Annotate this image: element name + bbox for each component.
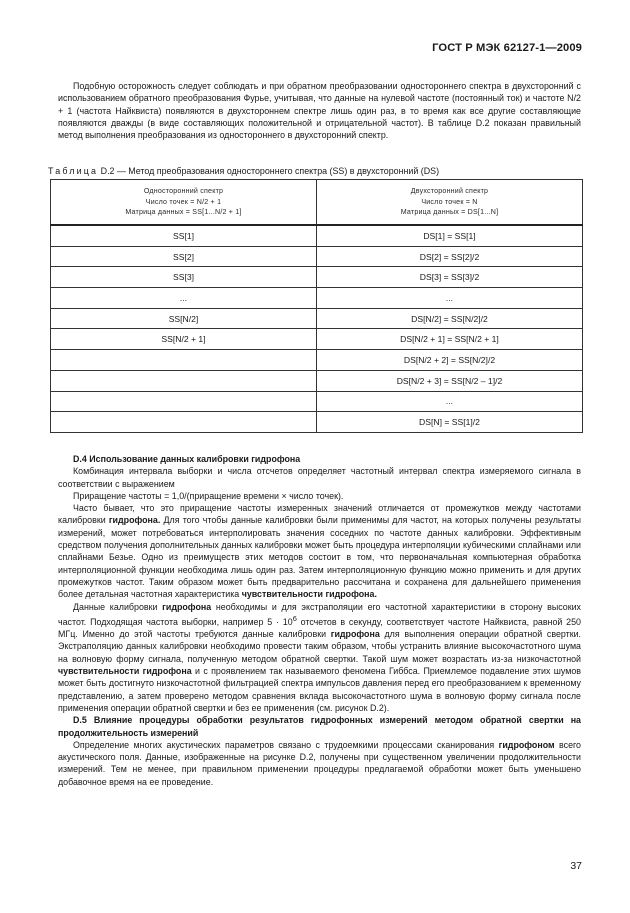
- table-row: [51, 308, 583, 329]
- table-row: [51, 246, 583, 267]
- sections-block: [58, 453, 581, 788]
- table-row: [51, 329, 583, 350]
- ss-cell: [51, 391, 317, 412]
- text-run: Часто бывает, что это приращение частоты измеренных значений отличается от промежутков между частотами калибровки: [58, 503, 581, 526]
- ss-cell: SS[3]: [51, 267, 317, 288]
- ds-cell: DS[2] = SS[2]/2: [317, 246, 583, 267]
- header-left-line: Число точек = N/2 + 1: [145, 197, 222, 206]
- text-run: Определение многих акустических параметров связано с трудоемкими процессами сканирования: [73, 739, 499, 750]
- ss-cell: SS[N/2 + 1]: [51, 329, 317, 350]
- table-caption-label: Таблица: [48, 166, 99, 176]
- header-right-line: Двухсторонний спектр: [410, 187, 489, 196]
- section-d4-paragraph-1: Комбинация интервала выборки и числа отсчетов определяет частотный интервал спектра измеряемого сигнала в соответствии с выражением: [58, 466, 581, 489]
- text-run: и с проявлением так называемого феномена Гиббса. Приемлемое подавление этих шумов может быть достигнуто низкочастотной фильтрацией спектра импульсов давления перед его преобразованием к временному представлению, а затем проверено методом сравнения вклада высокочастотного шума в волновую форму сигнала после применения операции обратной свертки и без ее применения (см. рисунок D.2).: [58, 666, 582, 713]
- ds-cell: DS[N/2 + 1] = SS[N/2 + 1]: [317, 329, 583, 350]
- bold-term: гидрофона: [162, 601, 212, 612]
- ss-cell: [51, 412, 317, 433]
- section-d4-paragraph-3: [58, 601, 581, 715]
- ss-cell: SS[N/2]: [51, 308, 317, 329]
- bold-term: чувствительности гидрофона: [58, 666, 192, 677]
- ds-cell: DS[N/2 + 2] = SS[N/2]/2: [317, 350, 583, 371]
- ds-cell: DS[N/2 + 3] = SS[N/2 – 1]/2: [317, 370, 583, 391]
- ds-cell: DS[N/2] = SS[N/2]/2: [317, 308, 583, 329]
- table-row: [51, 412, 583, 433]
- text-run: для выполнения операции обратной свертки. Экстраполяцию данных калибровки необходимо провести таким образом, чтобы устранить влияние высокочастотного шума на волновую форму сигнала, полученную методом обратной свертки. Такой шум может возрастать из-за низкочастотной: [58, 629, 581, 664]
- text-run: Данные калибровки: [73, 601, 163, 612]
- ds-cell: DS[N] = SS[1]/2: [317, 412, 583, 433]
- header-left-line: Односторонний спектр: [143, 187, 224, 196]
- section-d5-paragraph-1: [58, 739, 581, 788]
- intro-paragraph: Подобную осторожность следует соблюдать и при обратном преобразовании одностороннего спектра в двухсторонний с использованием обратного преобразования Фурье, учитывая, что данные на нулевой частоте (постоянный ток) и частоте N/2 + 1 (частота Найквиста) появляются в двухстороннем спектре лишь один раз, в то время как все другие составляющие появляются дважды (в виде составляющих положительной и отрицательной частот). В таблице D.2 показан правильный метод выполнения преобразования из одностороннего в двухсторонний спектр.: [58, 81, 581, 141]
- table-row: [51, 288, 583, 309]
- ss-cell: [51, 370, 317, 391]
- table-row: [51, 391, 583, 412]
- ds-cell: ...: [317, 288, 583, 309]
- section-d5-heading: D.5 Влияние процедуры обработки результатов гидрофонных измерений методом обратной свертки на продолжительность измерений: [58, 715, 581, 738]
- header-right-line: Число точек = N: [421, 197, 478, 206]
- bold-term: гидрофона.: [108, 515, 161, 526]
- header-right: [317, 180, 583, 226]
- header-left-line: Матрица данных = SS[1...N/2 + 1]: [125, 208, 242, 217]
- bold-term: гидрофона: [330, 629, 380, 640]
- ss-cell: SS[1]: [51, 225, 317, 246]
- table-row: [51, 370, 583, 391]
- ds-cell: ...: [317, 391, 583, 412]
- bold-term: чувствительности гидрофона.: [241, 589, 377, 600]
- text-run: всего акустического поля. Данные, изображенные на рисунке D.2, получены при существенном увеличении продолжительности измерений. Тем не менее, при правильном применении процедуры предлагаемой обработки может быть уменьшено добавочное время на ее проведение.: [58, 739, 581, 787]
- text-run: отсчетов в секунду, соответствует частоте Найквиста, равной 250 МГц. Именно до этой частоты требуются данные калибровки: [58, 616, 581, 640]
- table-row: [51, 225, 583, 246]
- text-run: необходимы и для экстраполяции его частотной характеристики в сторону высоких частот. Подходящая частота выборки, например 5 · 10: [58, 601, 581, 627]
- table-header-row: [51, 180, 583, 226]
- exponent: 6: [292, 613, 297, 623]
- section-d4-heading: D.4 Использование данных калибровки гидрофона: [73, 454, 301, 464]
- page-number: 37: [570, 860, 582, 872]
- ss-cell: SS[2]: [51, 246, 317, 267]
- table-caption: [48, 165, 439, 177]
- bold-term: гидрофоном: [498, 739, 555, 750]
- ds-cell: DS[1] = SS[1]: [317, 225, 583, 246]
- ss-cell: [51, 350, 317, 371]
- table-caption-text: D.2 — Метод преобразования одностороннего спектра (SS) в двухсторонний (DS): [100, 166, 440, 176]
- conversion-table: [50, 179, 583, 433]
- document-header: ГОСТ Р МЭК 62127-1—2009: [432, 42, 582, 54]
- ss-cell: ...: [51, 288, 317, 309]
- frequency-formula: Приращение частоты = 1,0/(приращение времени × число точек).: [73, 490, 344, 501]
- text-run: Для того чтобы данные калибровки были применимы для частот, на которых получены результаты измерений, может потребоваться интерполировать значения соседних по частоте данных калибровки. Эффективным средством получения дополнительных данных калибровки может быть процедура интерполяции кубическими сплайнами или сплайнами Безье. Одно из преимуществ этих методов состоит в том, что первоначальная компьютерная обработка интерполяционной функции необходима лишь один раз. Затем интерполяционную функцию можно применить и для других промежутков частот. Таким образом может быть предварительно рассчитана и сохранена для дальнейшего применения более детальная частотная характеристика: [58, 515, 581, 600]
- ds-cell: DS[3] = SS[3]/2: [317, 267, 583, 288]
- table-row: [51, 350, 583, 371]
- table-row: [51, 267, 583, 288]
- section-d4-paragraph-2: [58, 502, 581, 600]
- header-right-line: Матрица данных = DS[1...N]: [400, 208, 499, 217]
- intro-block: [58, 80, 581, 141]
- header-left: [51, 180, 317, 226]
